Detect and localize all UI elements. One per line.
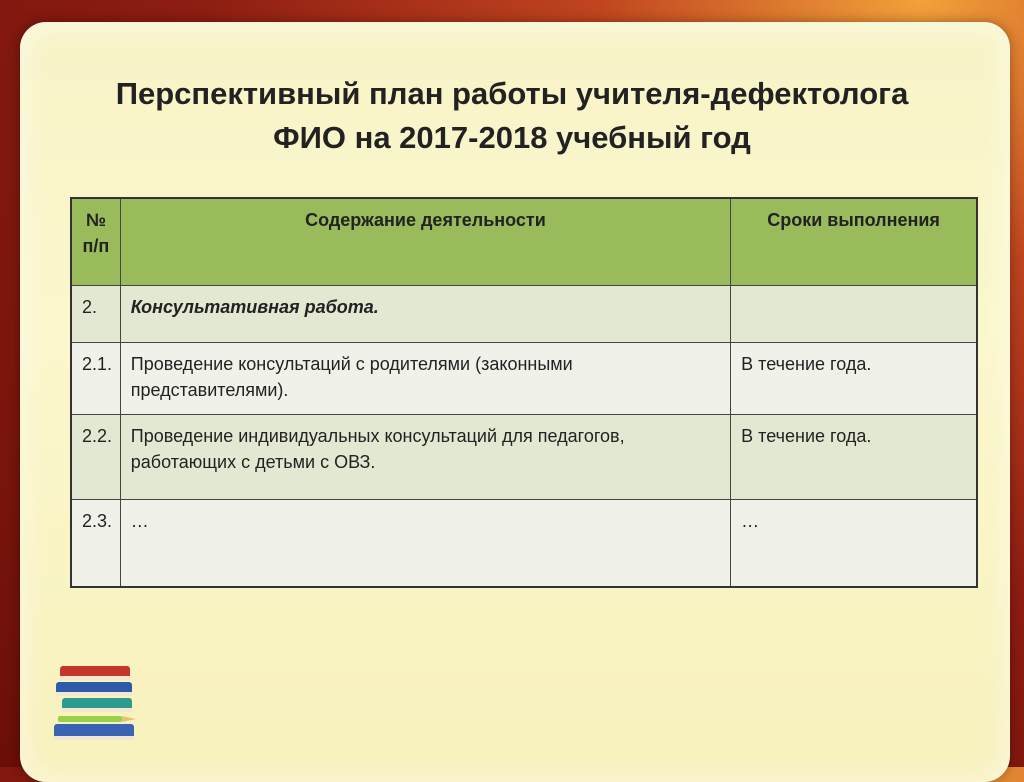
header-term: Сроки выполнения xyxy=(731,198,977,286)
row-content: Проведение консультаций с родителями (законными представителями). xyxy=(120,343,730,415)
row-term: … xyxy=(731,500,977,588)
row-content: … xyxy=(120,500,730,588)
row-term: В течение года. xyxy=(731,415,977,500)
table-row xyxy=(71,415,977,500)
table-header-row xyxy=(71,198,977,286)
row-num: 2.1. xyxy=(71,343,120,415)
table-row xyxy=(71,286,977,343)
books-stack-icon xyxy=(52,660,144,752)
table-row xyxy=(71,343,977,415)
title-line-1: Перспективный план работы учителя-дефектолога xyxy=(115,76,909,111)
row-term xyxy=(731,286,977,343)
row-num: 2.3. xyxy=(71,500,120,588)
slide-title xyxy=(40,72,984,160)
table-row xyxy=(71,500,977,588)
header-num: № п/п xyxy=(71,198,120,286)
title-line-2: ФИО на 2017-2018 учебный год xyxy=(273,120,751,155)
row-term: В течение года. xyxy=(731,343,977,415)
plan-table xyxy=(70,197,978,588)
row-content: Проведение индивидуальных консультаций для педагогов, работающих с детьми с ОВЗ. xyxy=(120,415,730,500)
row-content: Консультативная работа. xyxy=(120,286,730,343)
row-num: 2.2. xyxy=(71,415,120,500)
row-num: 2. xyxy=(71,286,120,343)
header-content: Содержание деятельности xyxy=(120,198,730,286)
